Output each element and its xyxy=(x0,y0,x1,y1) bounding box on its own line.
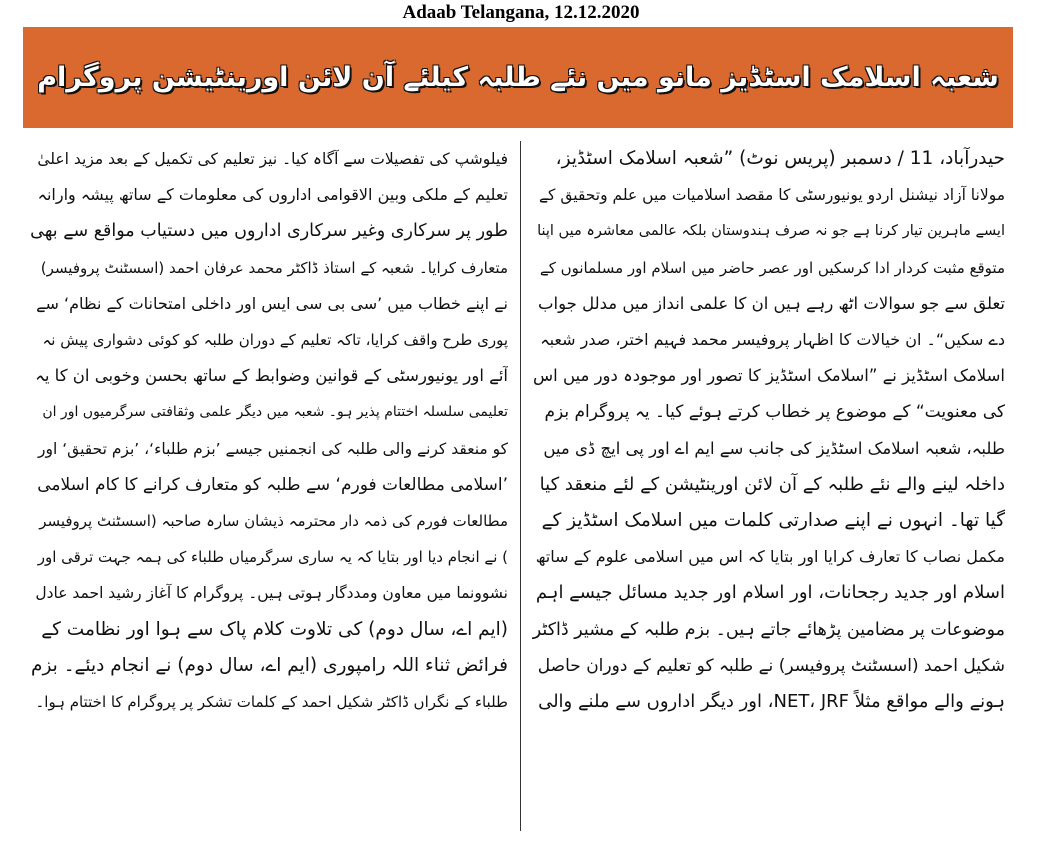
article-line: موضوعات پر مضامین پڑھائے جاتے ہیں۔ بزم طلبہ کے مشیر ڈاکٹر xyxy=(532,619,1005,640)
article-line: کی معنویت“ کے موضوع پر خطاب کرتے ہوئے کیا۔ یہ پروگرام بزم xyxy=(544,402,1005,423)
article-column-right xyxy=(532,141,1005,831)
article-line: شکیل احمد (اسسٹنٹ پروفیسر) نے طلبہ کو تعلیم کے دوران حاصل xyxy=(537,655,1005,676)
article-line: تعلق سے جو سوالات اٹھ رہے ہیں ان کا علمی انداز میں مدلل جواب xyxy=(538,293,1005,313)
headline-banner xyxy=(23,27,1013,128)
article-line: حیدرآباد، 11 / دسمبر (پریس نوٹ) ”شعبہ اسلامک اسٹڈیز، xyxy=(555,148,1005,169)
article-line: ایسے ماہرین تیار کرنا ہے جو نہ صرف ہندوستان بلکہ عالمی معاشرہ میں اپنا xyxy=(537,223,1005,240)
article-column-left xyxy=(30,141,508,831)
article-line: متوقع مثبت کردار ادا کرسکیں اور عصر حاضر میں اسلام اور مسلمانوں کے xyxy=(539,258,1005,277)
article-line: نے اپنے خطاب میں ’سی بی سی ایس اور داخلی امتحانات کے نظام‘ سے xyxy=(36,293,508,313)
article-line: ) نے انجام دیا اور بتایا کہ یہ ساری سرگرمیاں طلباء کی ہمہ جہت ترقی اور xyxy=(37,548,508,567)
source-line: Adaab Telangana, 12.12.2020 xyxy=(402,2,640,23)
article-line: متعارف کرایا۔ شعبہ کے استاذ ڈاکٹر محمد عرفان احمد (اسسٹنٹ پروفیسر) xyxy=(40,258,508,277)
article-line: آئے اور یونیورسٹی کے قوانین وضوابط کے ساتھ بحسن وخوبی ان کا یہ xyxy=(35,366,508,386)
article-line: کو منعقد کرنے والی طلبہ کی انجمنیں جیسے ’بزم طلباء‘، ’بزم تحقیق‘ اور xyxy=(38,439,508,458)
article-line: پوری طرح واقف کرایا، تاکہ تعلیم کے دوران طلبہ کو کوئی دشواری پیش نہ xyxy=(42,331,508,350)
article-line: داخلہ لینے والے نئے طلبہ کے آن لائن اورینٹیشن کے لئے منعقد کیا xyxy=(539,473,1005,495)
headline: شعبہ اسلامک اسٹڈیز مانو میں نئے طلبہ کیلئے آن لائن اورینٹیشن پروگرام xyxy=(37,62,999,93)
article-line: مطالعات فورم کی ذمہ دار محترمہ ذیشان سارہ صاحبہ (اسسٹنٹ پروفیسر xyxy=(39,512,508,531)
article-line: فیلوشپ کی تفصیلات سے آگاہ کیا۔ نیز تعلیم کی تکمیل کے بعد مزید اعلیٰ xyxy=(37,150,508,168)
article-line: تعلیم کے ملکی وبین الاقوامی اداروں کی معلومات کے ساتھ پیشہ وارانہ xyxy=(37,185,508,205)
article-line: اسلام اور جدید رجحانات، اور اسلام اور جدید مسائل جیسے اہم xyxy=(535,582,1005,604)
article-line: تعلیمی سلسلہ اختتام پذیر ہو۔ شعبہ میں دیگر علمی وثقافتی سرگرمیوں اور ان xyxy=(42,404,508,421)
article-line: مولانا آزاد نیشنل اردو یونیورسٹی کا مقصد اسلامیات میں علم وتحقیق کے xyxy=(538,186,1005,205)
article-line: (ایم اے، سال دوم) کی تلاوت کلام پاک سے ہوا اور نظامت کے xyxy=(41,618,508,640)
article-line: طلبہ، شعبہ اسلامک اسٹڈیز کی جانب سے ایم اے اور پی ایچ ڈی میں xyxy=(543,438,1005,458)
article-line: طور پر سرکاری وغیر سرکاری اداروں میں دستیاب مواقع سے بھی xyxy=(30,221,508,242)
article-line: گیا تھا۔ انہوں نے اپنے صدارتی کلمات میں اسلامک اسٹڈیز کے xyxy=(541,510,1005,532)
article-line: ’اسلامی مطالعات فورم‘ سے طلبہ کو متعارف کرانے کا کام اسلامی xyxy=(37,474,508,495)
article-line: طلباء کے نگراں ڈاکٹر شکیل احمد کے کلمات تشکر پر پروگرام کا اختتام ہوا۔ xyxy=(35,693,508,712)
article-line: اسلامک اسٹڈیز نے ”اسلامک اسٹڈیز کا تصور اور موجودہ دور میں اس xyxy=(533,366,1005,386)
column-divider xyxy=(520,141,521,831)
article-line: فرائض ثناء اللہ رامپوری (ایم اے، سال دوم) نے انجام دیئے۔ بزم xyxy=(31,654,508,676)
article-line: نشوونما میں معاون ومددگار ہوتی ہیں۔ پروگرام کا آغاز رشید احمد عادل xyxy=(35,584,508,603)
article-line: مکمل نصاب کا تعارف کرایا اور بتایا کہ اس میں اسلامی علوم کے ساتھ xyxy=(535,547,1005,567)
article-line: دے سکیں“۔ ان خیالات کا اظہار پروفیسر محمد فہیم اختر، صدر شعبہ xyxy=(540,330,1005,350)
article-line: ہونے والے مواقع مثلاً NET، JRF، اور دیگر اداروں سے ملنے والی xyxy=(538,691,1005,713)
